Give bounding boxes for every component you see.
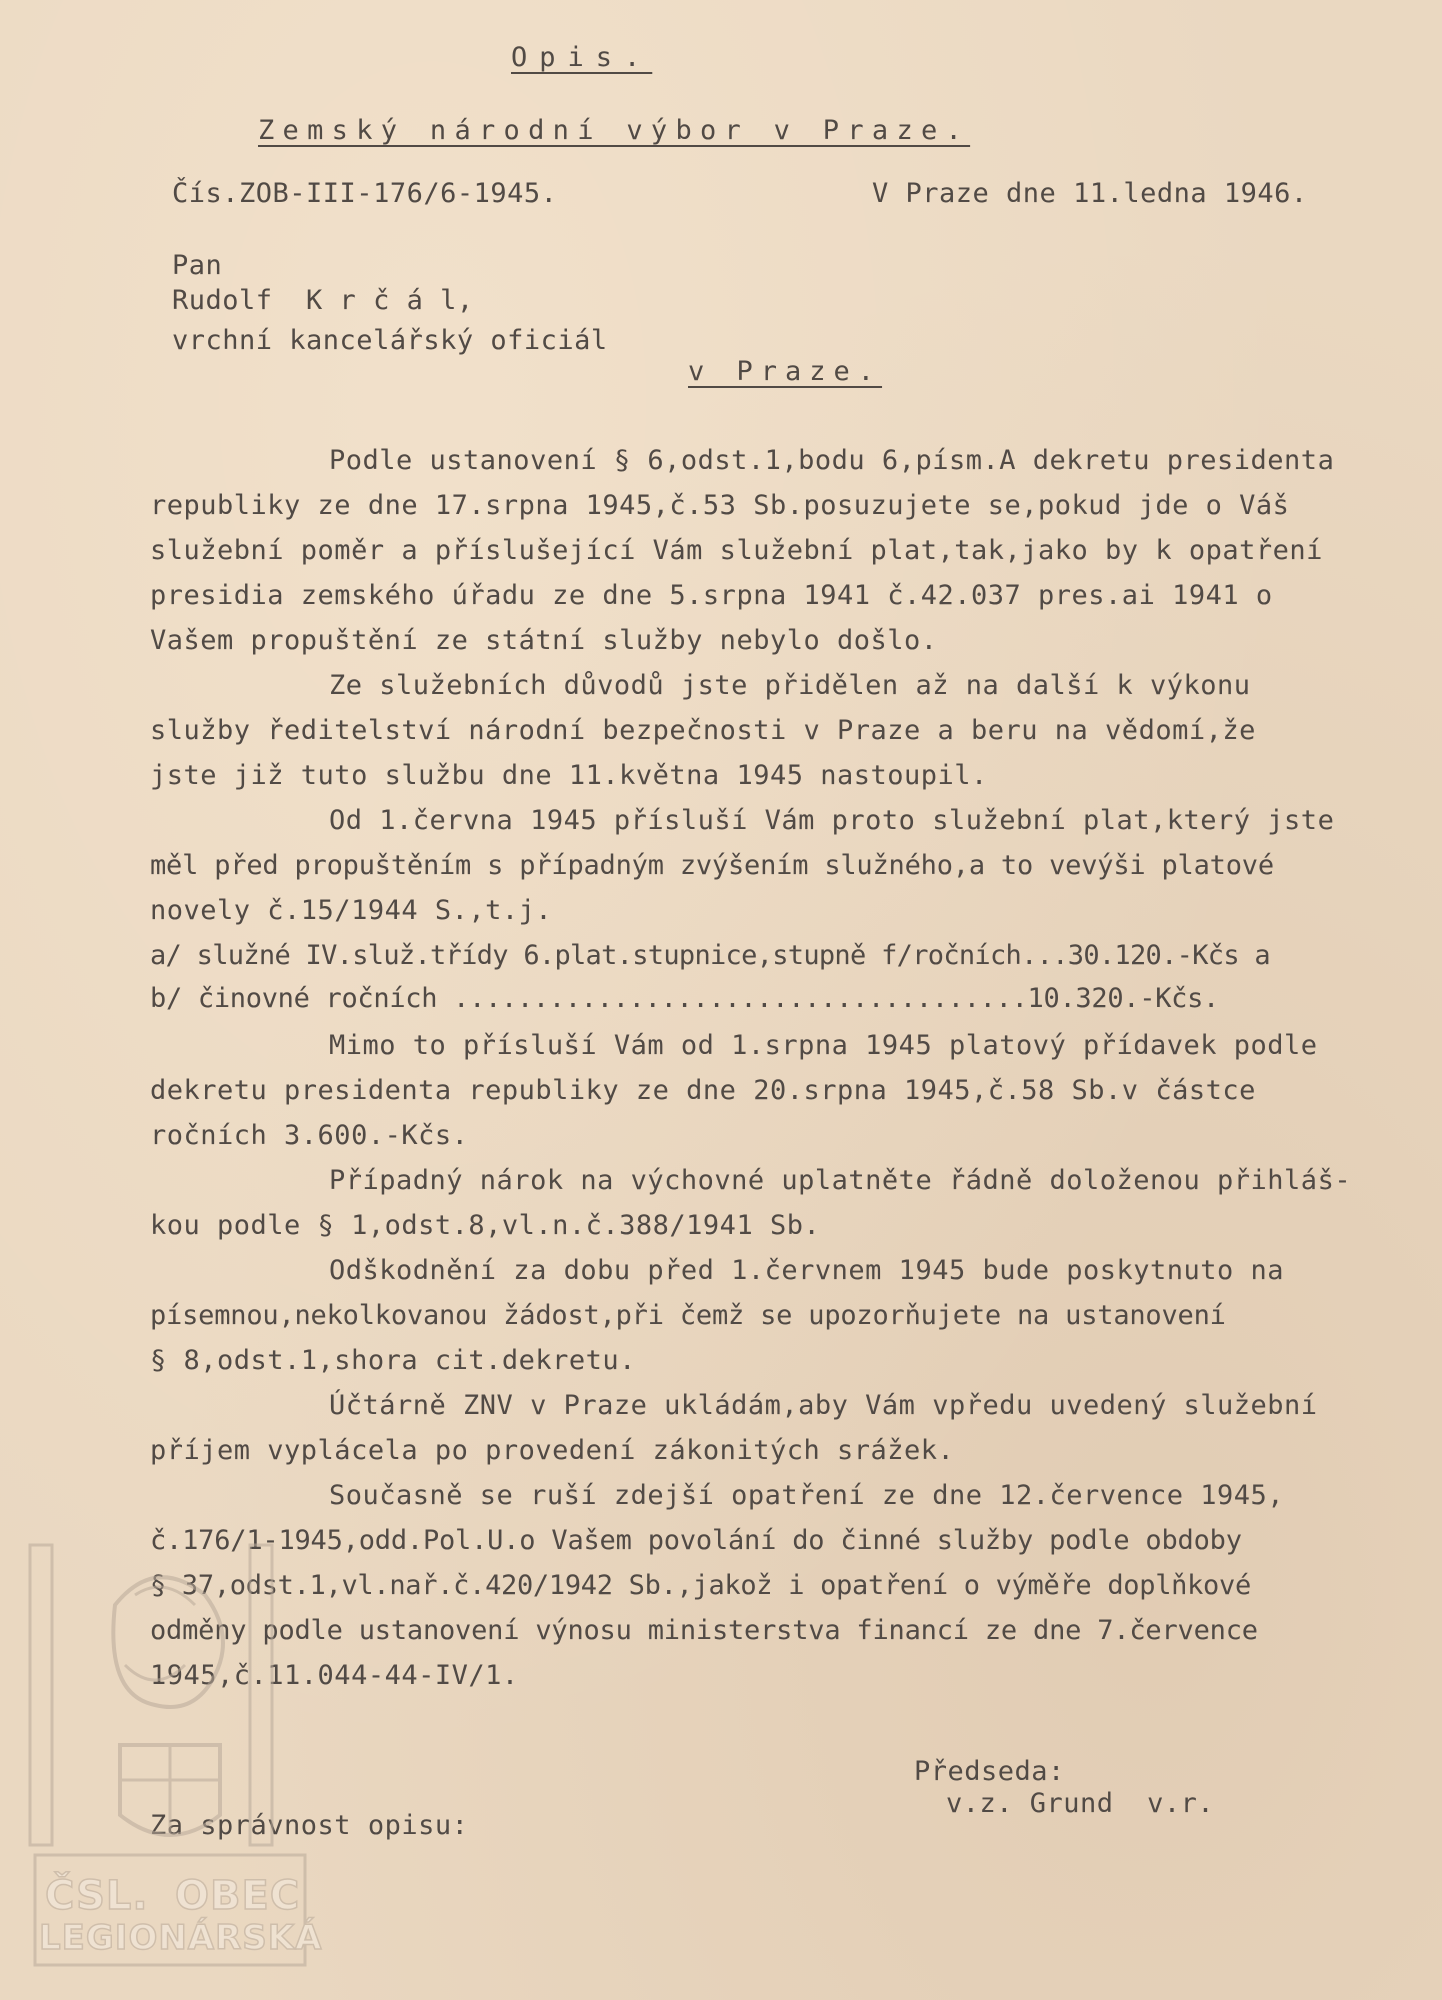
- body-line: Mimo to přísluší Vám od 1.srpna 1945 platový přídavek podle: [329, 1030, 1318, 1061]
- body-line: § 37,odst.1,vl.nař.č.420/1942 Sb.,jakož i opatření o výměře doplňkové: [150, 1570, 1251, 1601]
- body-line: příjem vyplácela po provedení zákonitých srážek.: [150, 1435, 955, 1466]
- watermark-text: ČSL.: [45, 1873, 149, 1919]
- certification-line: Za správnost opisu:: [150, 1810, 469, 1841]
- body-line: Od 1.června 1945 přísluší Vám proto služební plat,který jste: [329, 805, 1335, 836]
- addressee-name: Rudolf K r č á l,: [172, 285, 474, 316]
- body-line: Případný nárok na výchovné uplatněte řádně doloženou přihláš-: [329, 1165, 1352, 1196]
- watermark-text: OBEC: [175, 1873, 301, 1919]
- addressee-salutation: Pan: [172, 250, 223, 281]
- body-line: jste již tuto službu dne 11.května 1945 nastoupil.: [150, 760, 988, 791]
- salary-item-a: a/ služné IV.služ.třídy 6.plat.stupnice,stupně f/ročních...30.120.-Kčs a: [150, 940, 1270, 971]
- signature-name: v.z. Grund v.r.: [946, 1788, 1215, 1819]
- body-line: Současně se ruší zdejší opatření ze dne 12.července 1945,: [329, 1480, 1285, 1511]
- signature-role: Předseda:: [914, 1756, 1065, 1787]
- body-line: č.176/1-1945,odd.Pol.U.o Vašem povolání do činné služby podle obdoby: [150, 1525, 1242, 1556]
- body-line: novely č.15/1944 S.,t.j.: [150, 895, 553, 926]
- body-line: měl před propuštěním s případným zvýšením služného,a to vevýši platové: [150, 850, 1274, 881]
- watermark-text: LEGIONÁRSKÁ: [39, 1918, 323, 1958]
- body-line: Vašem propuštění ze státní služby nebylo došlo.: [150, 625, 938, 656]
- body-line: 1945,č.11.044-44-IV/1.: [150, 1660, 519, 1691]
- body-line: odměny podle ustanovení výnosu ministerstva financí ze dne 7.července: [150, 1615, 1258, 1646]
- body-line: písemnou,nekolkovanou žádost,při čemž se upozorňujete na ustanovení: [150, 1300, 1226, 1331]
- body-line: dekretu presidenta republiky ze dne 20.srpna 1945,č.58 Sb.v částce: [150, 1075, 1256, 1106]
- body-line: Účtárně ZNV v Praze ukládám,aby Vám vpředu uvedený služební: [329, 1390, 1318, 1421]
- legion-watermark-logo: [25, 1535, 323, 1975]
- authority-heading: Zemský národní výbor v Praze.: [258, 115, 971, 146]
- body-line: republiky ze dne 17.srpna 1945,č.53 Sb.posuzujete se,pokud jde o Váš: [150, 490, 1290, 521]
- reference-number: Čís.ZOB-III-176/6-1945.: [172, 178, 558, 209]
- body-line: § 8,odst.1,shora cit.dekretu.: [150, 1345, 636, 1376]
- addressee-title: vrchní kancelářský oficiál: [172, 325, 608, 356]
- body-line: ročních 3.600.-Kčs.: [150, 1120, 469, 1151]
- body-line: Ze služebních důvodů jste přidělen až na další k výkonu: [329, 670, 1251, 701]
- body-line: služební poměr a příslušející Vám služební plat,tak,jako by k opatření: [150, 535, 1323, 566]
- body-line: presidia zemského úřadu ze dne 5.srpna 1941 č.42.037 pres.ai 1941 o: [150, 580, 1273, 611]
- body-line: kou podle § 1,odst.8,vl.n.č.388/1941 Sb.: [150, 1210, 821, 1241]
- body-line: Podle ustanovení § 6,odst.1,bodu 6,písm.A dekretu presidenta: [329, 445, 1335, 476]
- body-line: Odškodnění za dobu před 1.červnem 1945 bude poskytnuto na: [329, 1255, 1285, 1286]
- salary-item-b: b/ činovné ročních ....................................10.320.-Kčs.: [150, 983, 1220, 1014]
- body-line: služby ředitelství národní bezpečnosti v Praze a beru na vědomí,že: [150, 715, 1256, 746]
- addressee-city: v Praze.: [688, 356, 883, 387]
- place-and-date: V Praze dne 11.ledna 1946.: [872, 178, 1308, 209]
- document-heading: Opis.: [511, 42, 653, 73]
